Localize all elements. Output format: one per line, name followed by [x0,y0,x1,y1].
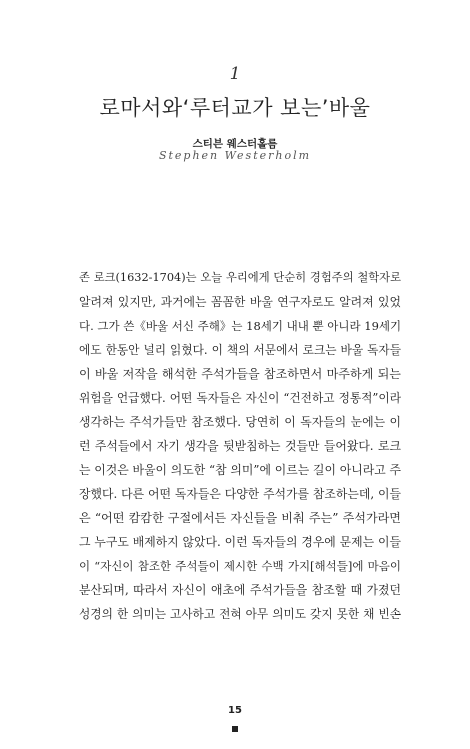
page-number: 15 [228,705,242,716]
body-line: 성경의 한 의미는 고사하고 전혀 아무 의미도 갖지 못한 채 빈손 [79,607,401,621]
body-line: 장했다. 다른 어떤 독자들은 다양한 주석가를 참조하는데, 이들 [79,487,401,501]
body-line: 은 “어떤 캄캄한 구절에서든 자신들을 비춰 주는” 주석가라면 [79,511,401,525]
chapter-number: 1 [229,64,241,84]
body-line: 에도 한동안 널리 읽혔다. 이 책의 서문에서 로크는 바울 독자들 [79,343,401,357]
body-line: 알려져 있지만, 과거에는 꼼꼼한 바울 연구자로도 알려져 있었 [79,295,401,309]
body-line: 이 바울 저작을 해석한 주석가들을 참조하면서 마주하게 되는 [79,367,401,381]
body-line: 그 누구도 배제하지 않았다. 이런 독자들의 경우에 문제는 이들 [79,535,401,549]
page-marker-square [232,726,238,732]
body-line: 다. 그가 쓴《바울 서신 주해》는 18세기 내내 뿐 아니라 19세기 [79,319,401,333]
body-line: 분산되며, 따라서 자신이 애초에 주석가들을 참조할 때 가졌던 [79,583,401,597]
body-line: 생각하는 주석가들만 참조했다. 당연히 이 독자들의 눈에는 이 [79,415,401,429]
author-name-english: Stephen Westerholm [158,149,312,162]
body-line: 런 주석들에서 자기 생각을 뒷받침하는 것들만 들어왔다. 로크 [79,439,401,453]
body-line: 는 이것은 바울이 의도한 “참 의미”에 이르는 길이 아니라고 주 [79,463,401,477]
author-name-korean: 스티븐 웨스터홀름 [192,138,278,150]
body-line: 이 “자신이 참조한 주석들이 제시한 수백 가지[해석들]에 마음이 [79,559,401,573]
body-line: 존 로크(1632-1704)는 오늘 우리에게 단순히 경험주의 철학자로 [79,271,401,284]
chapter-title: 로마서와‘루터교가 보는’바울 [99,96,371,120]
body-line: 위험을 언급했다. 어떤 독자들은 자신이 “건전하고 정통적”이라 [79,391,401,405]
